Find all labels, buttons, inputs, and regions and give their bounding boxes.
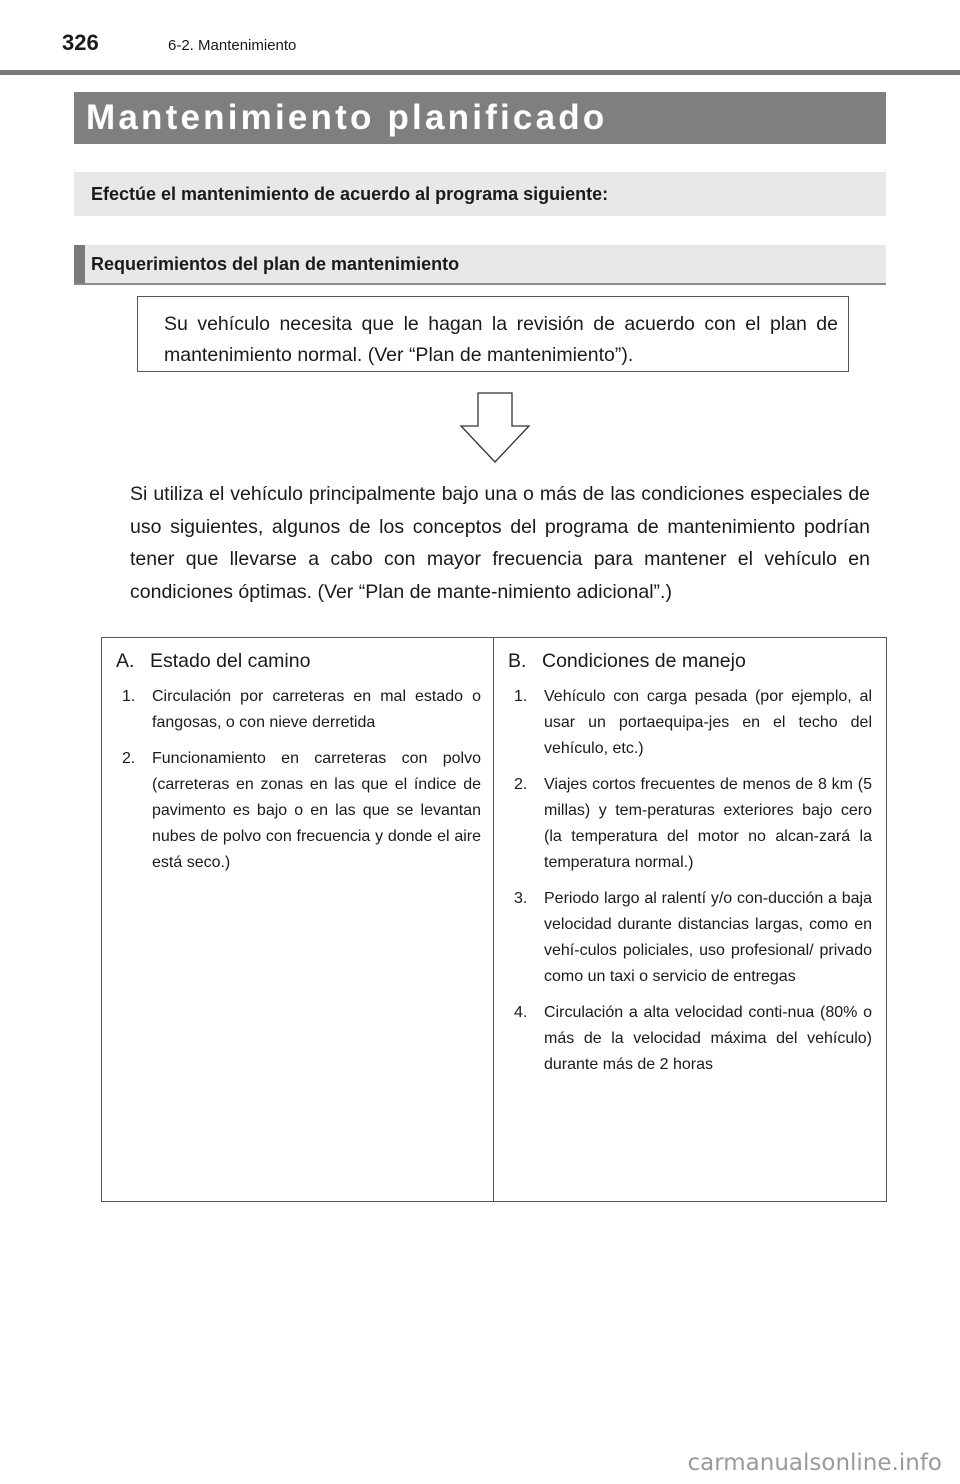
title-banner [74, 92, 886, 144]
subheading-text: Requerimientos del plan de mantenimiento [91, 253, 460, 274]
item-text: Circulación a alta velocidad conti-nua (80% o más de la velocidad máxima del vehículo) durante más de 2 horas [544, 1004, 872, 1073]
down-arrow-icon [459, 392, 531, 464]
page-number: 326 [62, 30, 99, 55]
column-road-conditions [102, 638, 494, 1201]
column-heading [508, 648, 872, 674]
item-number: 4. [514, 1004, 528, 1021]
item-text: Periodo largo al ralentí y/o con-ducción a baja velocidad durante distancias largas, como en vehí-culos policiales, uso profesional/ privado como un taxi o servicio de entregas [544, 890, 872, 985]
item-number: 1. [514, 688, 528, 705]
column-title: Estado del camino [150, 650, 311, 672]
condition-list [508, 684, 872, 1078]
header-divider [0, 70, 960, 75]
list-item [116, 684, 481, 736]
condition-list [116, 684, 481, 876]
body-paragraph [130, 478, 870, 608]
item-text: Vehículo con carga pesada (por ejemplo, al usar un portaequipa-jes en el techo del vehículo, etc.) [544, 688, 872, 757]
item-text: Funcionamiento en carreteras con polvo (carreteras en zonas en las que el índice de pavimento es bajo o en las que se levantan nubes de polvo con frecuencia y donde el aire está seco.) [152, 750, 481, 871]
item-text: Viajes cortos frecuentes de menos de 8 km (5 millas) y tem-peraturas exteriores bajo cero (la temperatura del motor no alcan-zará la temperatura normal.) [544, 776, 872, 871]
item-number: 2. [514, 776, 528, 793]
list-item [508, 1000, 872, 1078]
column-letter: B. [508, 650, 527, 672]
column-driving-conditions [494, 638, 886, 1201]
item-number: 2. [122, 750, 136, 767]
list-item [508, 886, 872, 990]
item-text: Circulación por carreteras en mal estado o fangosas, o con nieve derretida [152, 688, 481, 731]
list-item [116, 746, 481, 876]
page-title: Mantenimiento planificado [86, 98, 608, 137]
paragraph-text: Si utiliza el vehículo principalmente bajo una o más de las condiciones especiales de uso siguientes, algunos de los conceptos del programa de mantenimiento podrían tener que llevarse a cabo con mayor frecuencia para mantener el vehículo en condiciones óptimas. (Ver “Plan de mante-nimiento adicional”.) [130, 483, 870, 603]
watermark: carmanualsonline.info [687, 1450, 942, 1476]
column-letter: A. [116, 650, 135, 672]
list-item [508, 684, 872, 762]
requirement-text: Su vehículo necesita que le hagan la revisión de acuerdo con el plan de mantenimiento normal. (Ver “Plan de mantenimiento”). [164, 313, 838, 366]
intro-box [74, 172, 886, 216]
column-title: Condiciones de manejo [542, 650, 746, 672]
conditions-table [101, 637, 887, 1202]
subheading-bar [74, 245, 85, 283]
intro-text: Efectúe el mantenimiento de acuerdo al programa siguiente: [91, 183, 609, 204]
item-number: 3. [514, 890, 528, 907]
column-heading [116, 648, 481, 674]
requirement-box [137, 296, 849, 372]
list-item [508, 772, 872, 876]
item-number: 1. [122, 688, 136, 705]
section-label: 6-2. Mantenimiento [168, 37, 297, 54]
subheading-box [74, 245, 886, 285]
